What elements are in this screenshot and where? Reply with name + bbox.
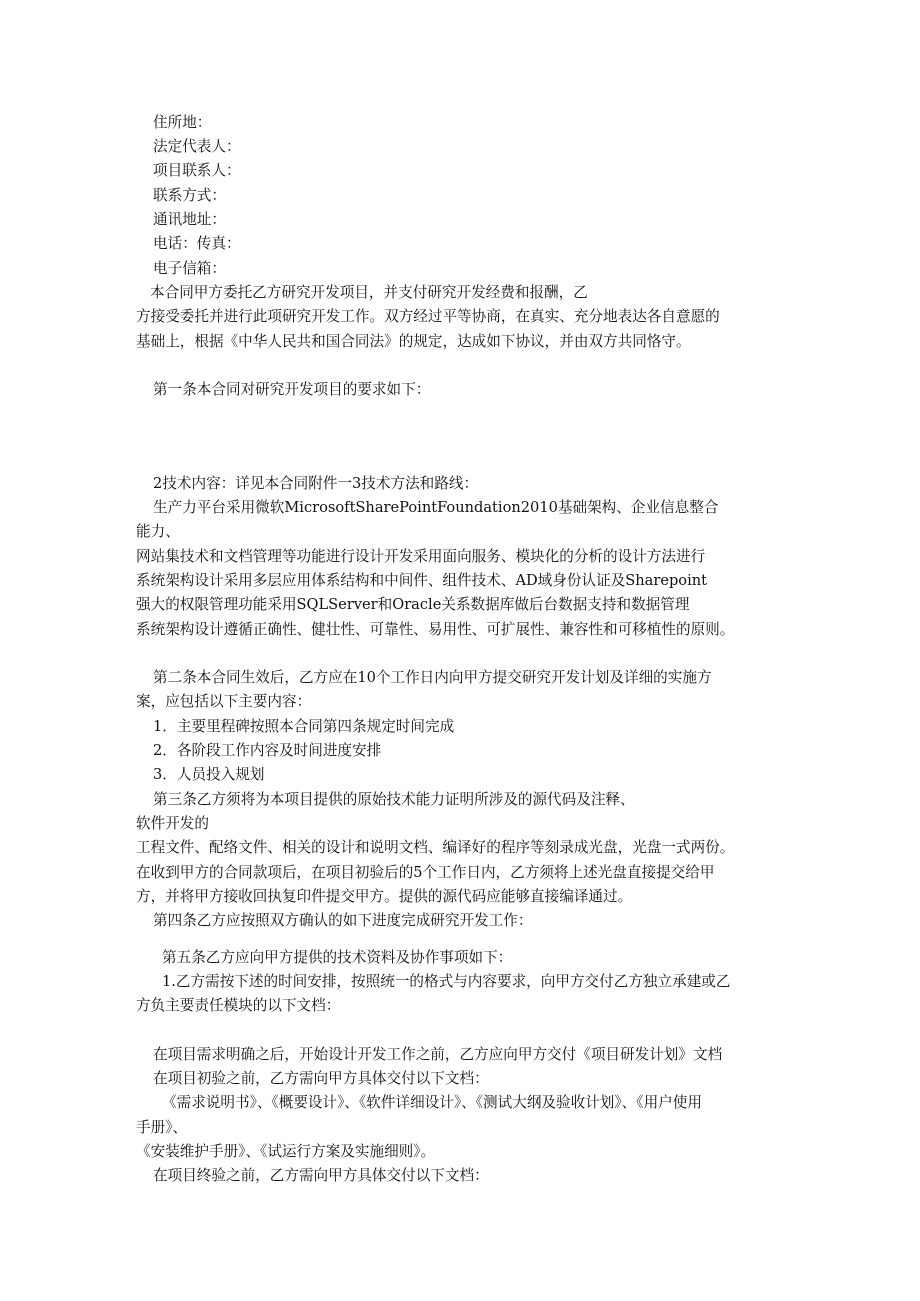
deliverables-line: 在项目初验之前，乙方需向甲方具体交付以下文档： — [153, 1070, 489, 1087]
article-3-paragraph: 方，并将甲方接收回执复印件提交甲方。提供的源代码应能够直接编译通过。 — [136, 888, 633, 905]
address-field-label: 住所地： — [153, 114, 212, 131]
phone-fax-label: 电话：传真： — [153, 235, 241, 252]
article-3-paragraph: 在收到甲方的合同款项后，在项目初验后的5个工作日内，乙方须将上述光盘直接提交给甲 — [136, 864, 715, 881]
project-contact-label: 项目联系人： — [153, 162, 241, 179]
plan-item: 2．各阶段工作内容及时间进度安排 — [153, 742, 382, 759]
mailing-address-label: 通讯地址： — [153, 211, 226, 228]
technical-method-line: 系统架构设计采用多层应用体系结构和中间件、组件技术、AD域身份认证及Sharepoint — [136, 572, 708, 589]
contact-method-label: 联系方式： — [153, 187, 226, 204]
deliverables-line: 在项目终验之前，乙方需向甲方具体交付以下文档： — [153, 1167, 489, 1184]
technical-content-line: 2技术内容：详见本合同附件一3技术方法和路线： — [153, 475, 479, 492]
preamble-line: 方接受委托并进行此项研究开发工作。双方经过平等协商，在真实、充分地表达各自意愿的 — [136, 308, 720, 325]
legal-representative-label: 法定代表人： — [153, 138, 241, 155]
technical-method-line: 生产力平台采用微软MicrosoftSharePointFoundation2010基础架构、企业信息整合 — [153, 499, 719, 516]
deliverables-list: 《需求说明书》、《概要设计》、《软件详细设计》、《测试大纲及验收计划》、《用户使用 — [162, 1094, 702, 1111]
article-2-paragraph: 案，应包括以下主要内容： — [136, 693, 312, 710]
article-1-heading: 第一条本合同对研究开发项目的要求如下： — [153, 381, 431, 398]
deliverables-list: 手册》、 — [136, 1119, 188, 1136]
article-5-heading: 第五条乙方应向甲方提供的技术资料及协作事项如下： — [162, 949, 513, 966]
article-5-paragraph: 方负主要责任模块的以下文档： — [136, 997, 341, 1014]
technical-method-line: 系统架构设计遵循正确性、健壮性、可靠性、易用性、可扩展性、兼容性和可移植性的原则。 — [136, 621, 735, 638]
technical-method-line: 网站集技术和文档管理等功能进行设计开发采用面向服务、模块化的分析的设计方法进行 — [136, 548, 706, 565]
deliverables-line: 在项目需求明确之后，开始设计开发工作之前，乙方应向甲方交付《项目研发计划》文档 — [153, 1046, 723, 1063]
preamble-line: 本合同甲方委托乙方研究开发项目，并支付研究开发经费和报酬，乙 — [150, 284, 588, 301]
email-label: 电子信箱： — [153, 260, 226, 277]
preamble-line: 基础上，根据《中华人民共和国合同法》的规定，达成如下协议，并由双方共同恪守。 — [136, 333, 691, 350]
technical-method-line: 能力、 — [136, 523, 180, 540]
article-3-paragraph: 第三条乙方须将为本项目提供的原始技术能力证明所涉及的源代码及注释、 — [153, 791, 635, 808]
article-3-paragraph: 软件开发的 — [136, 815, 209, 832]
article-5-paragraph: 1.乙方需按下述的时间安排，按照统一的格式与内容要求，向甲方交付乙方独立承建或乙 — [162, 973, 731, 990]
plan-item: 1．主要里程碑按照本合同第四条规定时间完成 — [153, 718, 455, 735]
plan-item: 3．人员投入规划 — [153, 766, 265, 783]
article-4-heading: 第四条乙方应按照双方确认的如下进度完成研究开发工作： — [153, 912, 533, 929]
deliverables-list: 《安装维护手册》、《试运行方案及实施细则》。 — [136, 1143, 436, 1160]
article-3-paragraph: 工程文件、配络文件、相关的设计和说明文档、编译好的程序等刻录成光盘，光盘一式两份。 — [136, 839, 735, 856]
technical-method-line: 强大的权限管理功能采用SQLServer和Oracle关系数据库做后台数据支持和数据管理 — [136, 596, 690, 613]
article-2-paragraph: 第二条本合同生效后，乙方应在10个工作日内向甲方提交研究开发计划及详细的实施方 — [153, 669, 712, 686]
